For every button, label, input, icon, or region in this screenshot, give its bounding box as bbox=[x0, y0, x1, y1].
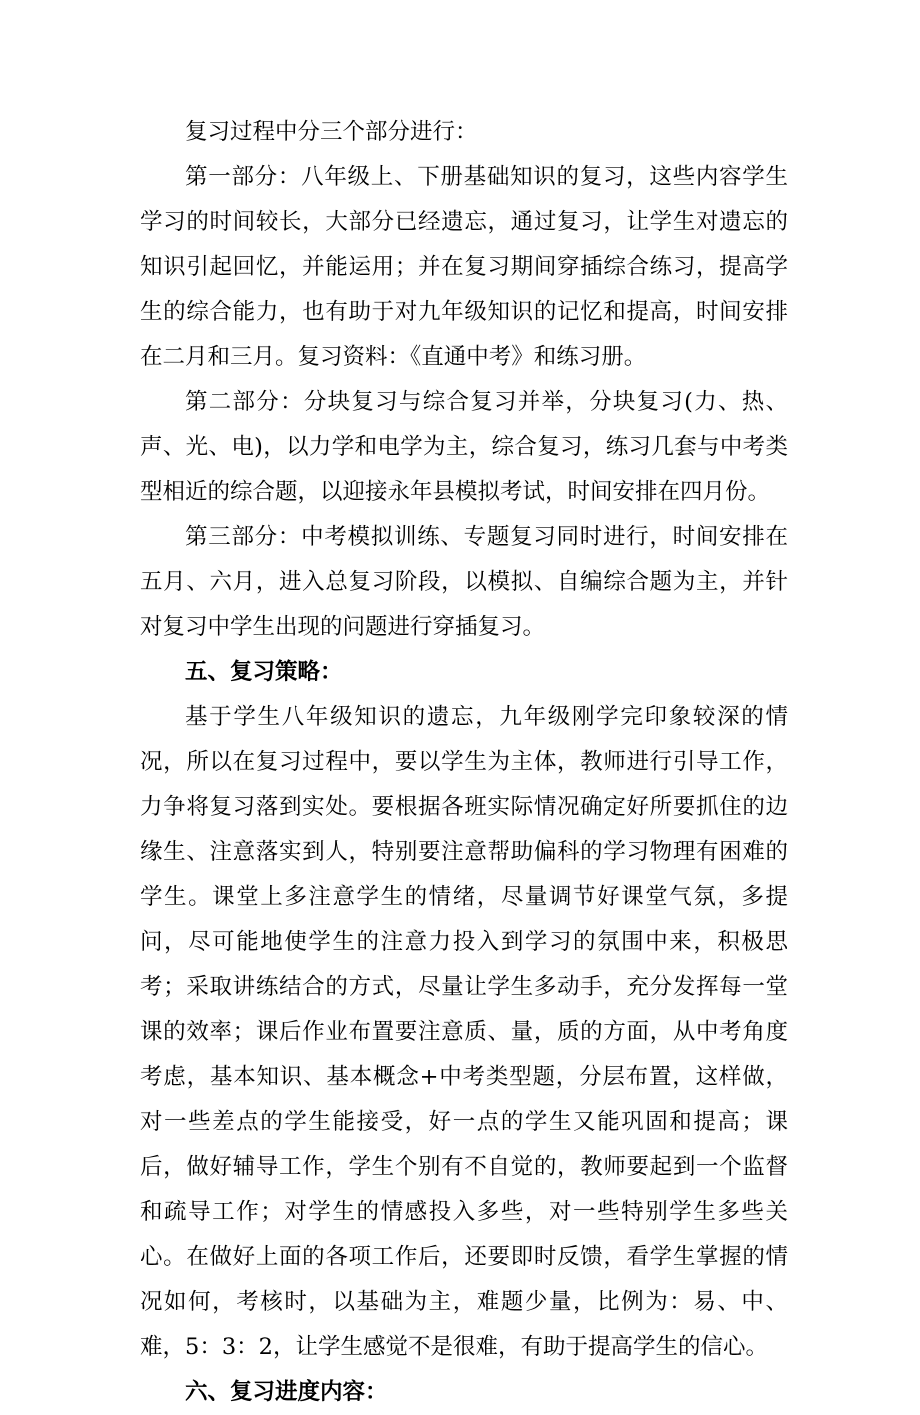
section-heading-schedule: 六、复习进度内容： bbox=[185, 1379, 388, 1405]
paragraph-strategy: 基于学生八年级知识的遗忘，九年级刚学完印象较深的情况，所以在复习过程中，要以学生为主体，教师进行引导工作，力争将复习落到实处。要根据各班实际情况确定好所要抓住的边缘生、注意落实到人，特别要注意帮助偏科的学习物理有困难的学生。课堂上多注意学生的情绪，尽量调节好课堂气氛，多提问，尽可能地使学生的注意力投入到学习的氛围中来，积极思考；采取讲练结合的方式，尽量让学生多动手，充分发挥每一堂课的效率；课后作业布置要注意质、量，质的方面，从中考角度考虑，基本知识、基本概念+中考类型题，分层布置，这样做，对一些差点的学生能接受，好一点的学生又能巩固和提高；课后，做好辅导工作，学生个别有不自觉的，教师要起到一个监督和疏导工作；对学生的情感投入多些，对一些特别学生多些关心。在做好上面的各项工作后，还要即时反馈，看学生掌握的情况如何，考核时，以基础为主，难题少量，比例为：易、中、难，5：3：2，让学生感觉不是很难，有助于提高学生的信心。 bbox=[140, 704, 788, 1360]
section-heading-strategy: 五、复习策略： bbox=[185, 659, 343, 685]
document-body bbox=[140, 110, 788, 1415]
paragraph-part-two: 第二部分：分块复习与综合复习并举，分块复习(力、热、声、光、电)，以力学和电学为主，综合复习，练习几套与中考类型相近的综合题，以迎接永年县模拟考试，时间安排在四月份。 bbox=[140, 389, 788, 505]
paragraph-intro: 复习过程中分三个部分进行： bbox=[185, 119, 478, 145]
paragraph-part-one: 第一部分：八年级上、下册基础知识的复习，这些内容学生学习的时间较长，大部分已经遗忘，通过复习，让学生对遗忘的知识引起回忆，并能运用；并在复习期间穿插综合练习，提高学生的综合能力，也有助于对九年级知识的记忆和提高，时间安排在二月和三月。复习资料：《直通中考》和练习册。 bbox=[140, 164, 788, 370]
paragraph-part-three: 第三部分：中考模拟训练、专题复习同时进行，时间安排在五月、六月，进入总复习阶段，以模拟、自编综合题为主，并针对复习中学生出现的问题进行穿插复习。 bbox=[140, 524, 788, 640]
